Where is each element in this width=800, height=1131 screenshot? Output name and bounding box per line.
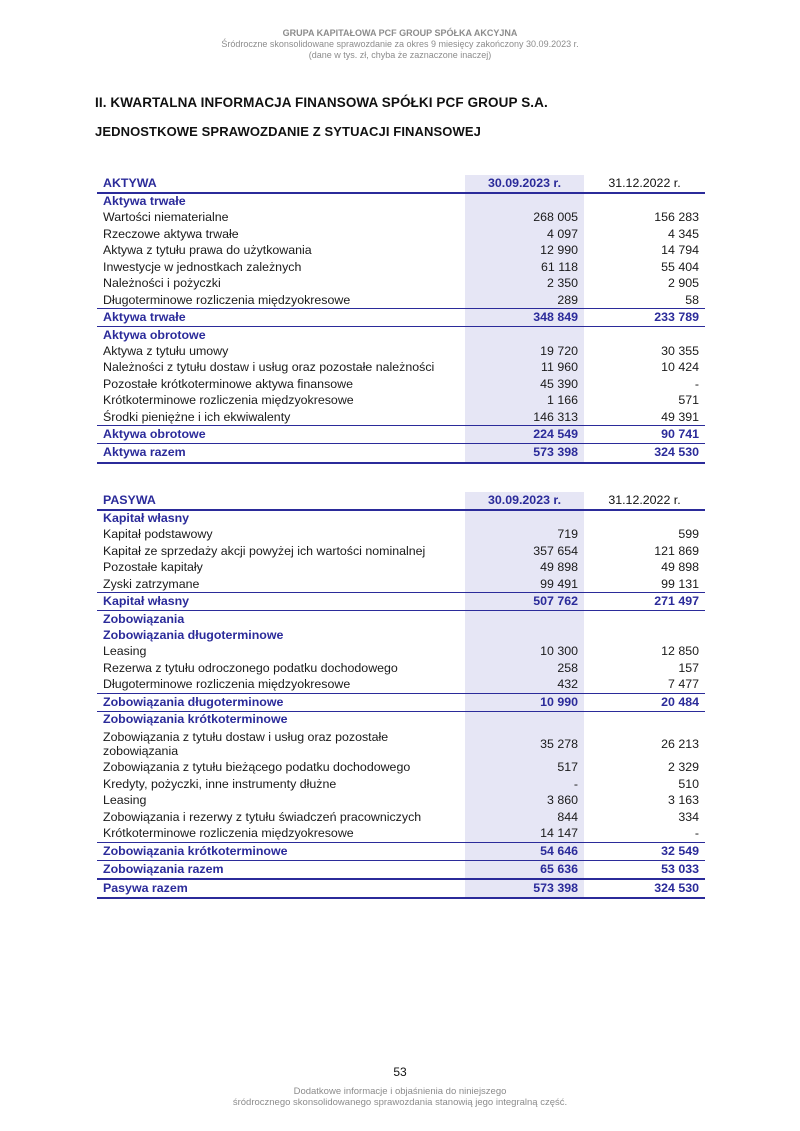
footer-note xyxy=(0,1086,800,1108)
total-label: Pasywa razem xyxy=(97,879,465,898)
document-header xyxy=(0,28,800,61)
row-value-prior: 334 xyxy=(678,809,699,824)
row-value-prior: 121 869 xyxy=(654,543,699,558)
subtotal-value-current: 224 549 xyxy=(465,426,584,444)
longterm-heading: Zobowiązania długoterminowe xyxy=(103,627,284,642)
table-row xyxy=(97,276,705,293)
row-value-current: 49 898 xyxy=(465,560,584,577)
row-label: Zobowiązania z tytułu bieżącego podatku dochodowego xyxy=(103,760,411,775)
row-label: Należności i pożyczki xyxy=(103,276,221,291)
table-row xyxy=(97,660,705,677)
row-label: Wartości niematerialne xyxy=(103,210,229,225)
row-value-current: 357 654 xyxy=(465,543,584,560)
row-value-prior: 49 391 xyxy=(661,409,699,424)
subtotal-label: Kapitał własny xyxy=(97,593,465,611)
row-value-current: 517 xyxy=(465,760,584,777)
row-value-current: 14 147 xyxy=(465,826,584,843)
table-row xyxy=(97,728,705,760)
row-label: Kredyty, pożyczki, inne instrumenty dłużne xyxy=(103,776,337,791)
section-header-row xyxy=(97,627,705,644)
assets-heading: AKTYWA xyxy=(97,175,465,193)
row-value-current: 12 990 xyxy=(465,243,584,260)
section-header-row xyxy=(97,193,705,210)
noncurrent-assets-heading: Aktywa trwałe xyxy=(103,194,186,209)
subtotal-value-prior: 90 741 xyxy=(584,426,705,444)
footer-line-2: śródrocznego skonsolidowanego sprawozdania stanowią jego integralną część. xyxy=(232,1097,568,1108)
row-value-current: 3 860 xyxy=(465,793,584,810)
row-value-current: 99 491 xyxy=(465,576,584,593)
row-value-prior: 26 213 xyxy=(661,736,699,751)
section-header-row xyxy=(97,327,705,344)
row-label: Leasing xyxy=(103,793,147,808)
subtotal-label: Zobowiązania długoterminowe xyxy=(97,693,465,711)
table-row xyxy=(97,826,705,843)
total-value-current: 573 398 xyxy=(465,879,584,898)
row-value-prior: 7 477 xyxy=(667,677,699,691)
table-row xyxy=(97,409,705,426)
row-value-prior: 14 794 xyxy=(661,243,699,258)
column-prior-date: 31.12.2022 r. xyxy=(584,492,705,510)
subtotal-value-current: 348 849 xyxy=(465,309,584,327)
company-name: GRUPA KAPITAŁOWA PCF GROUP SPÓŁKA AKCYJNA xyxy=(282,28,518,38)
units-note: (dane w tys. zł, chyba że zaznaczone inaczej) xyxy=(308,50,492,60)
row-value-prior: 510 xyxy=(678,776,699,791)
equity-heading: Kapitał własny xyxy=(103,511,190,526)
total-value-prior: 324 530 xyxy=(584,879,705,898)
column-prior-date: 31.12.2022 r. xyxy=(584,175,705,193)
total-value-current: 65 636 xyxy=(465,860,584,879)
row-label: Długoterminowe rozliczenia międzyokresowe xyxy=(103,677,351,691)
row-value-prior: 12 850 xyxy=(661,644,699,659)
table-row xyxy=(97,393,705,410)
row-label: Inwestycje w jednostkach zależnych xyxy=(103,259,302,274)
table-row xyxy=(97,292,705,309)
row-value-prior: 58 xyxy=(685,292,699,307)
row-value-prior: 99 131 xyxy=(661,576,699,591)
total-row xyxy=(97,860,705,879)
section-header-row xyxy=(97,711,705,728)
table-row xyxy=(97,376,705,393)
row-value-prior: 10 424 xyxy=(661,360,699,375)
row-label: Zobowiązania i rezerwy z tytułu świadczeń pracowniczych xyxy=(103,809,422,824)
row-label: Pozostałe krótkoterminowe aktywa finansowe xyxy=(103,376,353,391)
subtotal-value-prior: 271 497 xyxy=(584,593,705,611)
row-value-current: 719 xyxy=(465,527,584,544)
total-label: Zobowiązania razem xyxy=(97,860,465,879)
subtotal-row xyxy=(97,842,705,860)
subtotal-row xyxy=(97,693,705,711)
row-value-current: 4 097 xyxy=(465,226,584,243)
row-value-current: 1 166 xyxy=(465,393,584,410)
row-label: Kapitał ze sprzedaży akcji powyżej ich wartości nominalnej xyxy=(103,543,426,558)
shortterm-heading: Zobowiązania krótkoterminowe xyxy=(103,712,288,726)
row-value-prior: 157 xyxy=(678,660,699,675)
liabilities-heading: PASYWA xyxy=(97,492,465,510)
row-value-current: 10 300 xyxy=(465,644,584,661)
table-row xyxy=(97,793,705,810)
current-assets-heading: Aktywa obrotowe xyxy=(103,327,206,342)
row-label: Pozostałe kapitały xyxy=(103,560,203,575)
row-value-current: 2 350 xyxy=(465,276,584,293)
subtotal-row xyxy=(97,593,705,611)
row-value-current: 432 xyxy=(465,677,584,694)
row-label: Należności z tytułu dostaw i usług oraz pozostałe należności xyxy=(103,360,435,375)
subtotal-row xyxy=(97,309,705,327)
table-row xyxy=(97,644,705,661)
row-value-prior: 2 905 xyxy=(667,276,699,291)
table-row xyxy=(97,243,705,260)
row-label: Aktywa z tytułu prawa do użytkowania xyxy=(103,243,312,258)
table-row xyxy=(97,360,705,377)
section-header-row xyxy=(97,510,705,527)
row-value-current: 11 960 xyxy=(465,360,584,377)
total-value-prior: 53 033 xyxy=(584,860,705,879)
section-header-row xyxy=(97,611,705,628)
table-row xyxy=(97,527,705,544)
statement-title: JEDNOSTKOWE SPRAWOZDANIE Z SYTUACJI FINANSOWEJ xyxy=(95,124,481,139)
footer-line-1: Dodatkowe informacje i objaśnienia do niniejszego xyxy=(293,1086,507,1097)
row-label: Aktywa z tytułu umowy xyxy=(103,343,229,358)
row-value-current: 35 278 xyxy=(465,728,584,760)
row-label: Zyski zatrzymane xyxy=(103,576,200,591)
row-value-current: 258 xyxy=(465,660,584,677)
subtotal-value-prior: 20 484 xyxy=(584,693,705,711)
total-row xyxy=(97,444,705,463)
row-label: Krótkoterminowe rozliczenia międzyokresowe xyxy=(103,826,354,840)
row-value-prior: 49 898 xyxy=(661,560,699,575)
subtotal-label: Aktywa trwałe xyxy=(97,309,465,327)
row-value-current: 45 390 xyxy=(465,376,584,393)
table-row xyxy=(97,343,705,360)
row-label: Zobowiązania z tytułu dostaw i usług oraz pozostałe zobowiązania xyxy=(103,729,389,758)
subtotal-value-prior: 233 789 xyxy=(584,309,705,327)
liabilities-header-row xyxy=(97,492,705,510)
row-value-current: 268 005 xyxy=(465,210,584,227)
row-value-prior: 599 xyxy=(678,527,699,542)
page-number: 53 xyxy=(393,1065,407,1079)
table-row xyxy=(97,560,705,577)
subtotal-value-current: 507 762 xyxy=(465,593,584,611)
row-label: Długoterminowe rozliczenia międzyokresowe xyxy=(103,292,351,307)
row-value-prior: - xyxy=(694,826,699,840)
table-row xyxy=(97,226,705,243)
table-row xyxy=(97,543,705,560)
column-current-date: 30.09.2023 r. xyxy=(465,492,584,510)
table-row xyxy=(97,809,705,826)
subtotal-value-prior: 32 549 xyxy=(584,842,705,860)
table-row xyxy=(97,760,705,777)
assets-table xyxy=(97,175,705,464)
grand-total-row xyxy=(97,879,705,898)
row-value-prior: 3 163 xyxy=(667,793,699,808)
row-value-prior: 55 404 xyxy=(661,259,699,274)
row-value-prior: 2 329 xyxy=(667,760,699,775)
table-row xyxy=(97,776,705,793)
row-label: Środki pieniężne i ich ekwiwalenty xyxy=(103,409,291,424)
table-row xyxy=(97,210,705,227)
row-value-current: 844 xyxy=(465,809,584,826)
row-value-current: - xyxy=(465,776,584,793)
subtotal-label: Aktywa obrotowe xyxy=(97,426,465,444)
row-value-prior: 4 345 xyxy=(667,226,699,241)
row-label: Leasing xyxy=(103,644,147,659)
subtotal-value-current: 54 646 xyxy=(465,842,584,860)
row-label: Krótkoterminowe rozliczenia międzyokresowe xyxy=(103,393,354,408)
liabilities-table xyxy=(97,492,705,899)
total-label: Aktywa razem xyxy=(97,444,465,463)
row-value-current: 289 xyxy=(465,292,584,309)
section-title: II. KWARTALNA INFORMACJA FINANSOWA SPÓŁKI PCF GROUP S.A. xyxy=(95,95,548,110)
row-label: Rezerwa z tytułu odroczonego podatku dochodowego xyxy=(103,660,398,675)
row-label: Kapitał podstawowy xyxy=(103,527,213,542)
subtotal-value-current: 10 990 xyxy=(465,693,584,711)
table-row xyxy=(97,259,705,276)
assets-header-row xyxy=(97,175,705,193)
subtotal-row xyxy=(97,426,705,444)
report-period: Śródroczne skonsolidowane sprawozdanie za okres 9 miesięcy zakończony 30.09.2023 r. xyxy=(221,39,579,49)
total-value-current: 573 398 xyxy=(465,444,584,463)
column-current-date: 30.09.2023 r. xyxy=(465,175,584,193)
row-label: Rzeczowe aktywa trwałe xyxy=(103,226,239,241)
row-value-current: 61 118 xyxy=(465,259,584,276)
subtotal-label: Zobowiązania krótkoterminowe xyxy=(97,842,465,860)
row-value-current: 146 313 xyxy=(465,409,584,426)
row-value-prior: 571 xyxy=(678,393,699,408)
row-value-prior: 30 355 xyxy=(661,343,699,358)
row-value-prior: - xyxy=(694,376,699,391)
liabilities-section-heading: Zobowiązania xyxy=(103,611,185,626)
row-value-current: 19 720 xyxy=(465,343,584,360)
table-row xyxy=(97,576,705,593)
total-value-prior: 324 530 xyxy=(584,444,705,463)
row-value-prior: 156 283 xyxy=(654,210,699,225)
table-row xyxy=(97,677,705,694)
